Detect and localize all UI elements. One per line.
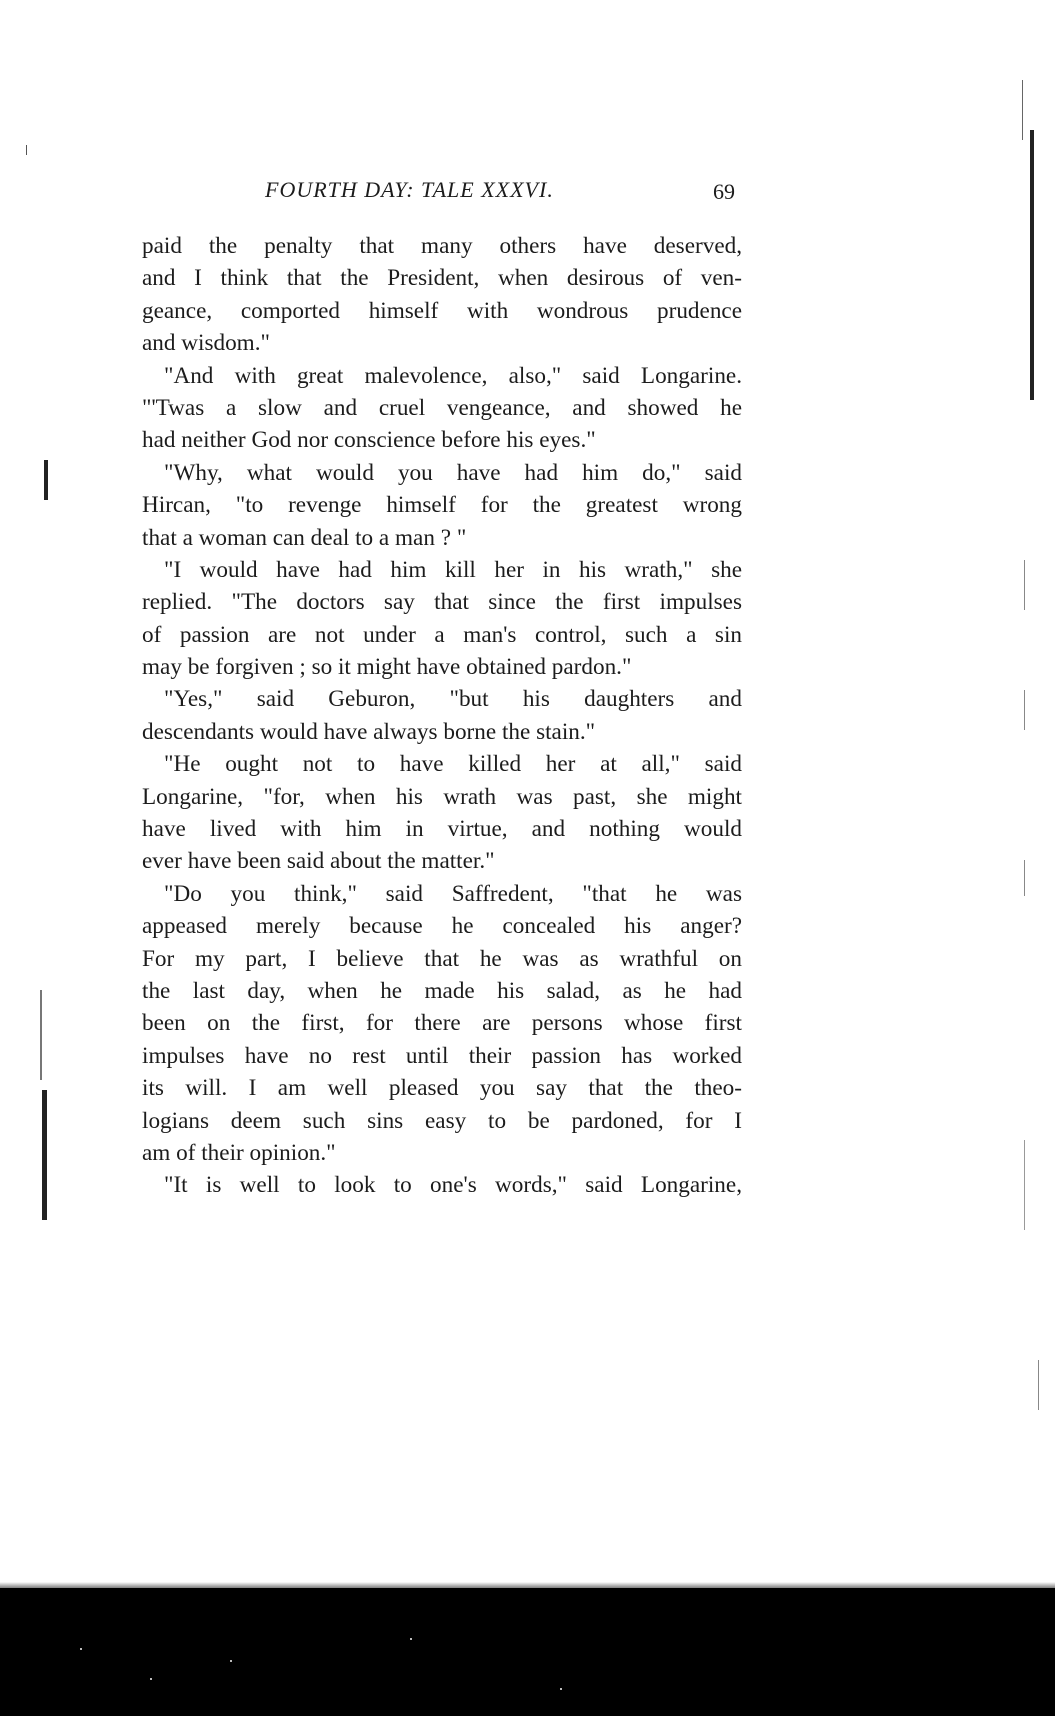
text-line: For my part, I believe that he was as wrathful on [142, 945, 742, 972]
text-line: replied. "The doctors say that since the first impulses [142, 589, 742, 616]
binding-shadow-mark [1024, 560, 1025, 610]
text-line: ever have been said about the matter." [142, 848, 495, 875]
running-title: FOURTH DAY: TALE XXXVI. [265, 177, 554, 202]
margin-mark [26, 145, 27, 155]
text-line: have lived with him in virtue, and nothing would [142, 816, 742, 843]
binding-shadow-mark [1024, 690, 1025, 730]
text-line: had neither God nor conscience before his eyes." [142, 427, 596, 454]
text-line: "It is well to look to one's words," said Longarine, [164, 1172, 742, 1199]
text-line: "Yes," said Geburon, "but his daughters and [164, 686, 742, 713]
text-line: of passion are not under a man's control, such a sin [142, 621, 742, 648]
text-line: "I would have had him kill her in his wrath," she [164, 556, 742, 583]
scan-speck [230, 1660, 232, 1662]
text-line: descendants would have always borne the stain." [142, 718, 596, 745]
binding-shadow-mark [1024, 1140, 1025, 1230]
text-line: appeased merely because he concealed his anger? [142, 913, 742, 940]
text-line: been on the first, for there are persons whose first [142, 1010, 742, 1037]
scan-speck [410, 1638, 412, 1640]
text-line: its will. I am well pleased you say that the theo- [142, 1075, 742, 1102]
text-line: "Do you think," said Saffredent, "that he was [164, 880, 742, 907]
body-text [142, 230, 742, 1202]
text-line: Longarine, "for, when his wrath was past, she might [142, 783, 742, 810]
text-line: and I think that the President, when desirous of ven- [142, 265, 742, 292]
binding-shadow-mark [1022, 80, 1023, 140]
binding-shadow-mark [1030, 130, 1034, 400]
text-line: am of their opinion." [142, 1139, 336, 1166]
text-line: paid the penalty that many others have deserved, [142, 233, 742, 259]
text-line: geance, comported himself with wondrous prudence [142, 297, 742, 324]
scan-bottom-edge [0, 1588, 1055, 1716]
binding-shadow-mark [1024, 860, 1025, 896]
text-line: "'Twas a slow and cruel vengeance, and showed he [142, 394, 742, 421]
text-line: Hircan, "to revenge himself for the greatest wrong [142, 492, 742, 519]
scan-speck [150, 1678, 152, 1680]
text-line: that a woman can deal to a man ? " [142, 524, 467, 551]
binding-shadow-mark [1038, 1360, 1039, 1410]
text-line: "He ought not to have killed her at all," said [164, 751, 742, 778]
scan-speck [80, 1648, 82, 1650]
margin-mark [40, 990, 42, 1080]
text-line: "And with great malevolence, also," said Longarine. [164, 362, 742, 389]
text-line: the last day, when he made his salad, as he had [142, 977, 742, 1004]
text-line: impulses have no rest until their passion has worked [142, 1042, 742, 1069]
margin-mark [42, 1090, 47, 1220]
text-line: "Why, what would you have had him do," said [164, 459, 742, 486]
margin-mark [44, 460, 48, 500]
page-number: 69 [713, 179, 735, 204]
running-header [265, 177, 745, 203]
text-line: and wisdom." [142, 330, 270, 357]
text-line: may be forgiven ; so it might have obtained pardon." [142, 654, 632, 681]
text-line: logians deem such sins easy to be pardoned, for I [142, 1107, 742, 1134]
scan-speck [560, 1688, 562, 1690]
